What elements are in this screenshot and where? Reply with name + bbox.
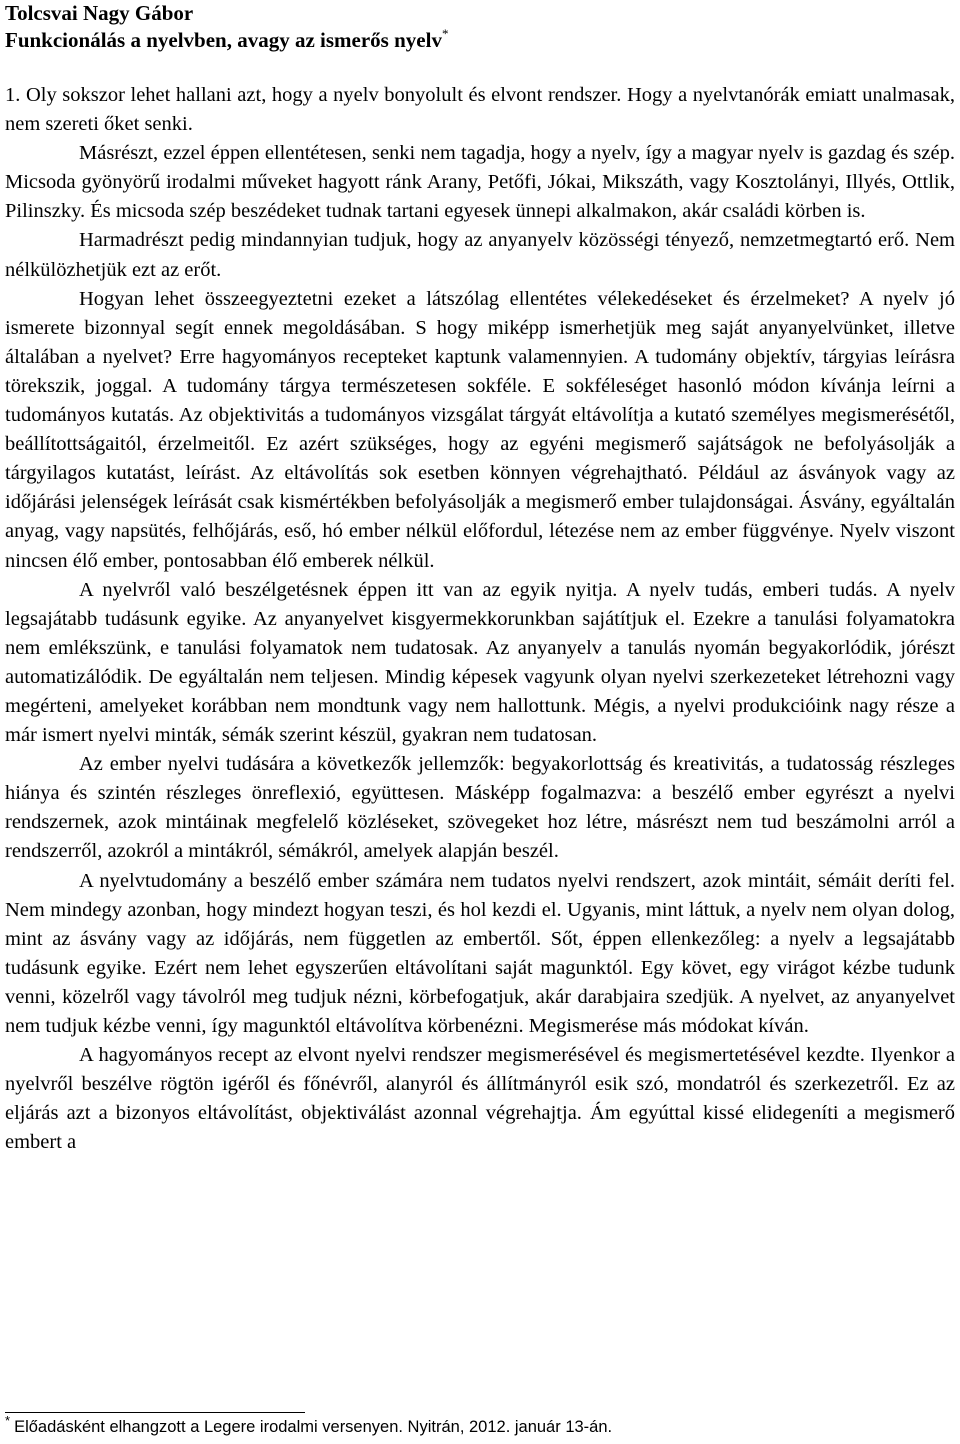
footnote xyxy=(5,1413,613,1438)
document-title xyxy=(5,27,955,54)
footnote-mark: * xyxy=(5,1413,11,1428)
paragraph-6: Az ember nyelvi tudására a következők jellemzők: begyakorlottság és kreativitás, a tudatosság részleges hiánya és szintén részleges önreflexió, együttesen. Másképp fogalmazva: a beszélő ember egyrészt a nyelvi rendszernek, azok mintáinak megfelelő közléseket, szövegeket hoz létre, másrészt nem tud beszámolni arról a rendszerről, azokról a mintákról, sémákról, amelyek alapján beszél. xyxy=(5,753,955,863)
paragraph-7: A nyelvtudomány a beszélő ember számára nem tudatos nyelvi rendszert, azok mintáit, sémáit deríti fel. Nem mindegy azonban, hogy mindezt hogyan teszi, és hol kezdi el. Ugyanis, mint láttuk, a nyelv nem olyan dolog, mint az ásvány vagy az időjárás, nem független az embertől. Sőt, éppen ellenkezőleg: a nyelv a legsajátabb tudásunk egyike. Ezért nem lehet egyszerűen eltávolítani saját magunktól. Egy követ, egy virágot kézbe tudunk venni, közelről vagy távolról meg tudjuk nézni, körbefogatjuk, akár darabjaira szedjük. A nyelvet, az anyanyelvet nem tudjuk kézbe venni, így magunktól eltávolítva körbenézni. Megismerése más módokat kíván. xyxy=(5,869,955,1037)
paragraph-4: Hogyan lehet összeegyeztetni ezeket a látszólag ellentétes vélekedéseket és érzelmeket? A nyelv jó ismerete bizonnyal segít ennek megoldásában. S hogy miképp ismerhetjük meg saját anyanyelvünket, illetve általában a nyelvet? Erre hagyományos recepteket kaptunk valamennyien. A tudomány objektív, tárgyias leírásra törekszik, joggal. A tudomány tárgya természetesen sokféle. E sokféleséget hasonló módon kívánja leírni a tudományos kutatás. Az objektivitás a tudományos vizsgálat tárgyát eltávolítja a kutató személyes megismerésétől, beállítottságaitól, érzelmeitől. Ez azért szükséges, hogy az egyéni megismerő sajátságok ne befolyásolják a tárgyilagos kutatást, leírást. Az eltávolítás sok esetben könnyen végrehajtható. Például az ásványok vagy az időjárási jelenségek leírását csak kismértékben befolyásolják a megismerő ember tulajdonságai. Ásvány, egyáltalán anyag, vagy napsütés, felhőjárás, eső, hó ember nélkül előfordul, létezése nem az ember függvénye. Nyelv viszont nincsen élő ember, pontosabban élő emberek nélkül. xyxy=(5,287,955,572)
paragraph-5: A nyelvről való beszélgetésnek éppen itt van az egyik nyitja. A nyelv tudás, emberi tudás. A nyelv legsajátabb tudásunk egyike. Az anyanyelvet kisgyermekkorunkban sajátítjuk el. Ezekre a tanulási folyamatokra nem emlékszünk, e tanulási folyamatok nem tudatosak. Az anyanyelv a tanulás nyomán begyakorlódik, jórészt automatizálódik. De egyáltalán nem teljesen. Mindig képesek vagyunk olyan nyelvi szerkezeteket létrehozni vagy megérteni, amelyeket korábban nem mondtunk vagy nem hallottunk. Mégis, a nyelvi produkcióink nagy része a már ismert nyelvi minták, sémák szerint készül, gyakran nem tudatosan. xyxy=(5,578,955,747)
paragraph-1: 1. Oly sokszor lehet hallani azt, hogy a nyelv bonyolult és elvont rendszer. Hogy a nyelvtanórák emiatt unalmasak, nem szereti őket senki. xyxy=(5,84,955,136)
document-page xyxy=(5,0,955,1157)
paragraph-2: Másrészt, ezzel éppen ellentétesen, senki nem tagadja, hogy a nyelv, így a magyar nyelv is gazdag és szép. Micsoda gyönyörű irodalmi műveket hagyott ránk Arany, Petőfi, Jókai, Mikszáth, vagy Kosztolányi, Illyés, Ottlik, Pilinszky. És micsoda szép beszédeket tudnak tartani egyesek ünnepi alkalmakon, akár családi körben is. xyxy=(5,142,955,223)
paragraph-3: Harmadrészt pedig mindannyian tudjuk, hogy az anyanyelv közösségi tényező, nemzetmegtartó erő. Nem nélkülözhetjük ezt az erőt. xyxy=(5,229,955,281)
title-text: Funkcionálás a nyelvben, avagy az ismerős nyelv xyxy=(5,28,442,52)
footnote-marker[interactable]: * xyxy=(441,26,449,41)
paragraph-8: A hagyományos recept az elvont nyelvi rendszer megismerésével és megismertetésével kezdte. Ilyenkor a nyelvről beszélve rögtön igéről és főnévről, alanyról és állítmányról esik szó, mondatról és szerkezetről. Ez az eljárás azt a bizonyos eltávolítást, objektiválást azonnal végrehajtja. Ám egyúttal kissé elidegeníti a megismerő embert a xyxy=(5,1044,955,1154)
footnote-text: Előadásként elhangzott a Legere irodalmi versenyen. Nyitrán, 2012. január 13-án. xyxy=(14,1418,613,1436)
footnote-divider xyxy=(5,1412,305,1413)
body-text xyxy=(5,81,955,1157)
author-name: Tolcsvai Nagy Gábor xyxy=(5,1,194,25)
